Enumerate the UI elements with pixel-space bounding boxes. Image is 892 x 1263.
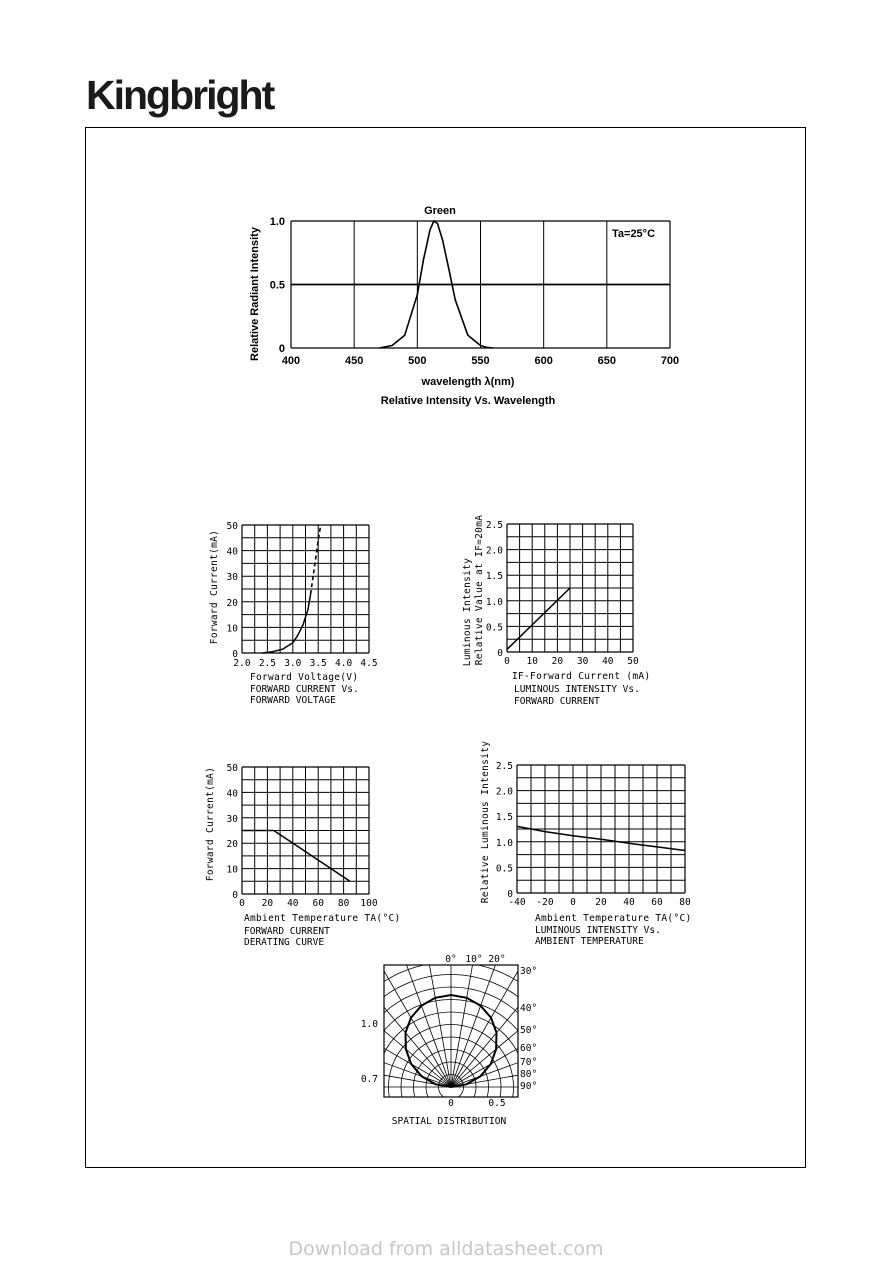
lt-xlabel: Ambient Temperature TA(°C) (535, 913, 692, 924)
lt-ylabel: Relative Luminous Intensity (480, 740, 491, 904)
spatial-angle-label: 40° (520, 1003, 538, 1014)
lt-y-tick: 2.0 (495, 786, 513, 798)
lt-caption-line-2: AMBIENT TEMPERATURE (535, 936, 644, 947)
spectrum-annotation: Ta=25°C (612, 228, 656, 240)
spatial-caption: SPATIAL DISTRIBUTION (391, 1116, 507, 1127)
derating-x-tick: 100 (360, 898, 378, 909)
lt-caption-line-1: LUMINOUS INTENSITY Vs. (535, 925, 661, 936)
spectrum-x-tick: 400 (281, 355, 301, 367)
li-y-tick: 1.0 (485, 596, 503, 608)
iv-y-tick: 0 (232, 649, 238, 660)
spatial-angle-label: 20° (488, 954, 506, 965)
derating-y-tick: 40 (226, 788, 238, 800)
derating-x-tick: 80 (337, 898, 350, 909)
spatial-angle-label: 0° (445, 954, 457, 965)
li-x-tick: 10 (526, 656, 538, 667)
lt-x-tick: 20 (595, 897, 607, 908)
li-x-tick: 40 (602, 656, 614, 667)
li-x-tick: 20 (551, 656, 564, 667)
derating-x-tick: 60 (312, 898, 324, 909)
footer-watermark: Download from alldatasheet.com (288, 1238, 604, 1260)
li-xlabel: IF-Forward Current (mA) (512, 671, 651, 682)
iv-x-tick: 3.5 (309, 658, 327, 669)
spectrum-series-label: Green (424, 205, 456, 217)
li-x-tick: 30 (576, 656, 589, 667)
lt-y-tick: 0.5 (495, 863, 513, 875)
spatial-angle-label: 30° (520, 966, 538, 977)
li-caption-line-1: LUMINOUS INTENSITY Vs. (514, 684, 640, 695)
li-caption-line-2: FORWARD CURRENT (514, 696, 600, 707)
iv-y-tick: 50 (226, 521, 238, 532)
derating-y-tick: 10 (226, 864, 238, 876)
derating-caption-line-1: FORWARD CURRENT (244, 926, 330, 937)
iv-xlabel: Forward Voltage(V) (250, 672, 359, 683)
iv-y-tick: 30 (226, 572, 238, 584)
lt-y-tick: 1.0 (495, 837, 513, 849)
spectrum-x-tick: 650 (597, 355, 617, 367)
spectrum-x-tick: 550 (471, 355, 490, 367)
iv-y-tick: 10 (226, 623, 238, 635)
spatial-angle-label: 60° (520, 1043, 538, 1054)
derating-caption-line-2: DERATING CURVE (244, 937, 325, 948)
li-y-tick: 2.5 (485, 520, 503, 531)
spectrum-x-tick: 500 (408, 355, 427, 367)
li-ylabel-line-2: Relative Value at IF=20mA (474, 514, 485, 666)
derating-x-tick: 40 (287, 898, 299, 909)
lt-x-tick: 40 (623, 897, 635, 908)
derating-y-tick: 0 (232, 890, 238, 901)
lt-x-tick: -20 (536, 897, 554, 908)
derating-x-tick: 0 (239, 898, 245, 909)
derating-ylabel: Forward Current(mA) (205, 766, 216, 882)
spatial-left-label: 1.0 (360, 1019, 378, 1030)
spectrum-ylabel: Relative Radiant Intensity (249, 227, 261, 361)
iv-y-tick: 20 (226, 597, 238, 609)
li-x-tick: 50 (627, 656, 639, 667)
spatial-angle-label: 50° (520, 1025, 538, 1036)
li-y-tick: 2.0 (485, 545, 503, 557)
lt-x-tick: 0 (570, 897, 576, 908)
iv-x-tick: 2.0 (233, 658, 251, 669)
spectrum-x-tick: 450 (344, 355, 364, 367)
lt-y-tick: 2.5 (495, 761, 513, 772)
spatial-angle-label: 90° (520, 1081, 538, 1092)
spectrum-x-tick: 600 (534, 355, 553, 367)
derating-y-tick: 50 (226, 763, 238, 774)
spectrum-y-tick: 0.5 (269, 279, 285, 292)
spectrum-y-tick: 1.0 (269, 216, 285, 228)
derating-y-tick: 30 (226, 813, 238, 825)
li-x-tick: 0 (504, 656, 510, 667)
spatial-left-label: 0.7 (360, 1074, 378, 1085)
li-y-tick: 0.5 (485, 622, 503, 634)
lt-x-tick: 60 (651, 897, 663, 908)
spectrum-caption: Relative Intensity Vs. Wavelength (380, 395, 556, 407)
li-ylabel-line-1: Luminous Intensity (462, 557, 473, 667)
lt-x-tick: 80 (679, 897, 691, 908)
spatial-angle-label: 70° (520, 1057, 538, 1068)
iv-caption-line-1: FORWARD CURRENT Vs. (250, 684, 359, 695)
iv-ylabel: Forward Current(mA) (209, 529, 220, 645)
spatial-bottom-label: 0 (448, 1098, 454, 1109)
derating-x-tick: 20 (261, 898, 274, 909)
spectrum-y-tick: 0 (278, 343, 285, 355)
iv-y-tick: 40 (226, 546, 238, 558)
iv-x-tick: 3.0 (284, 658, 302, 669)
li-y-tick: 0 (497, 648, 503, 659)
spectrum-x-tick: 700 (660, 355, 680, 367)
lt-x-tick: -40 (508, 897, 526, 908)
iv-x-tick: 2.5 (258, 658, 276, 669)
derating-y-tick: 20 (226, 839, 238, 851)
iv-x-tick: 4.0 (335, 658, 353, 669)
spatial-angle-label: 10° (465, 954, 483, 965)
lt-y-tick: 1.5 (495, 812, 513, 824)
brand-logo: Kingbright (86, 72, 274, 118)
lt-y-tick: 0 (507, 889, 513, 900)
li-y-tick: 1.5 (485, 571, 503, 583)
derating-xlabel: Ambient Temperature TA(°C) (244, 913, 401, 924)
spectrum-xlabel: wavelength λ(nm) (421, 376, 515, 388)
spatial-bottom-label: 0.5 (488, 1098, 506, 1109)
spatial-angle-label: 80° (520, 1069, 538, 1080)
iv-caption-line-2: FORWARD VOLTAGE (250, 695, 336, 706)
iv-x-tick: 4.5 (360, 658, 378, 669)
